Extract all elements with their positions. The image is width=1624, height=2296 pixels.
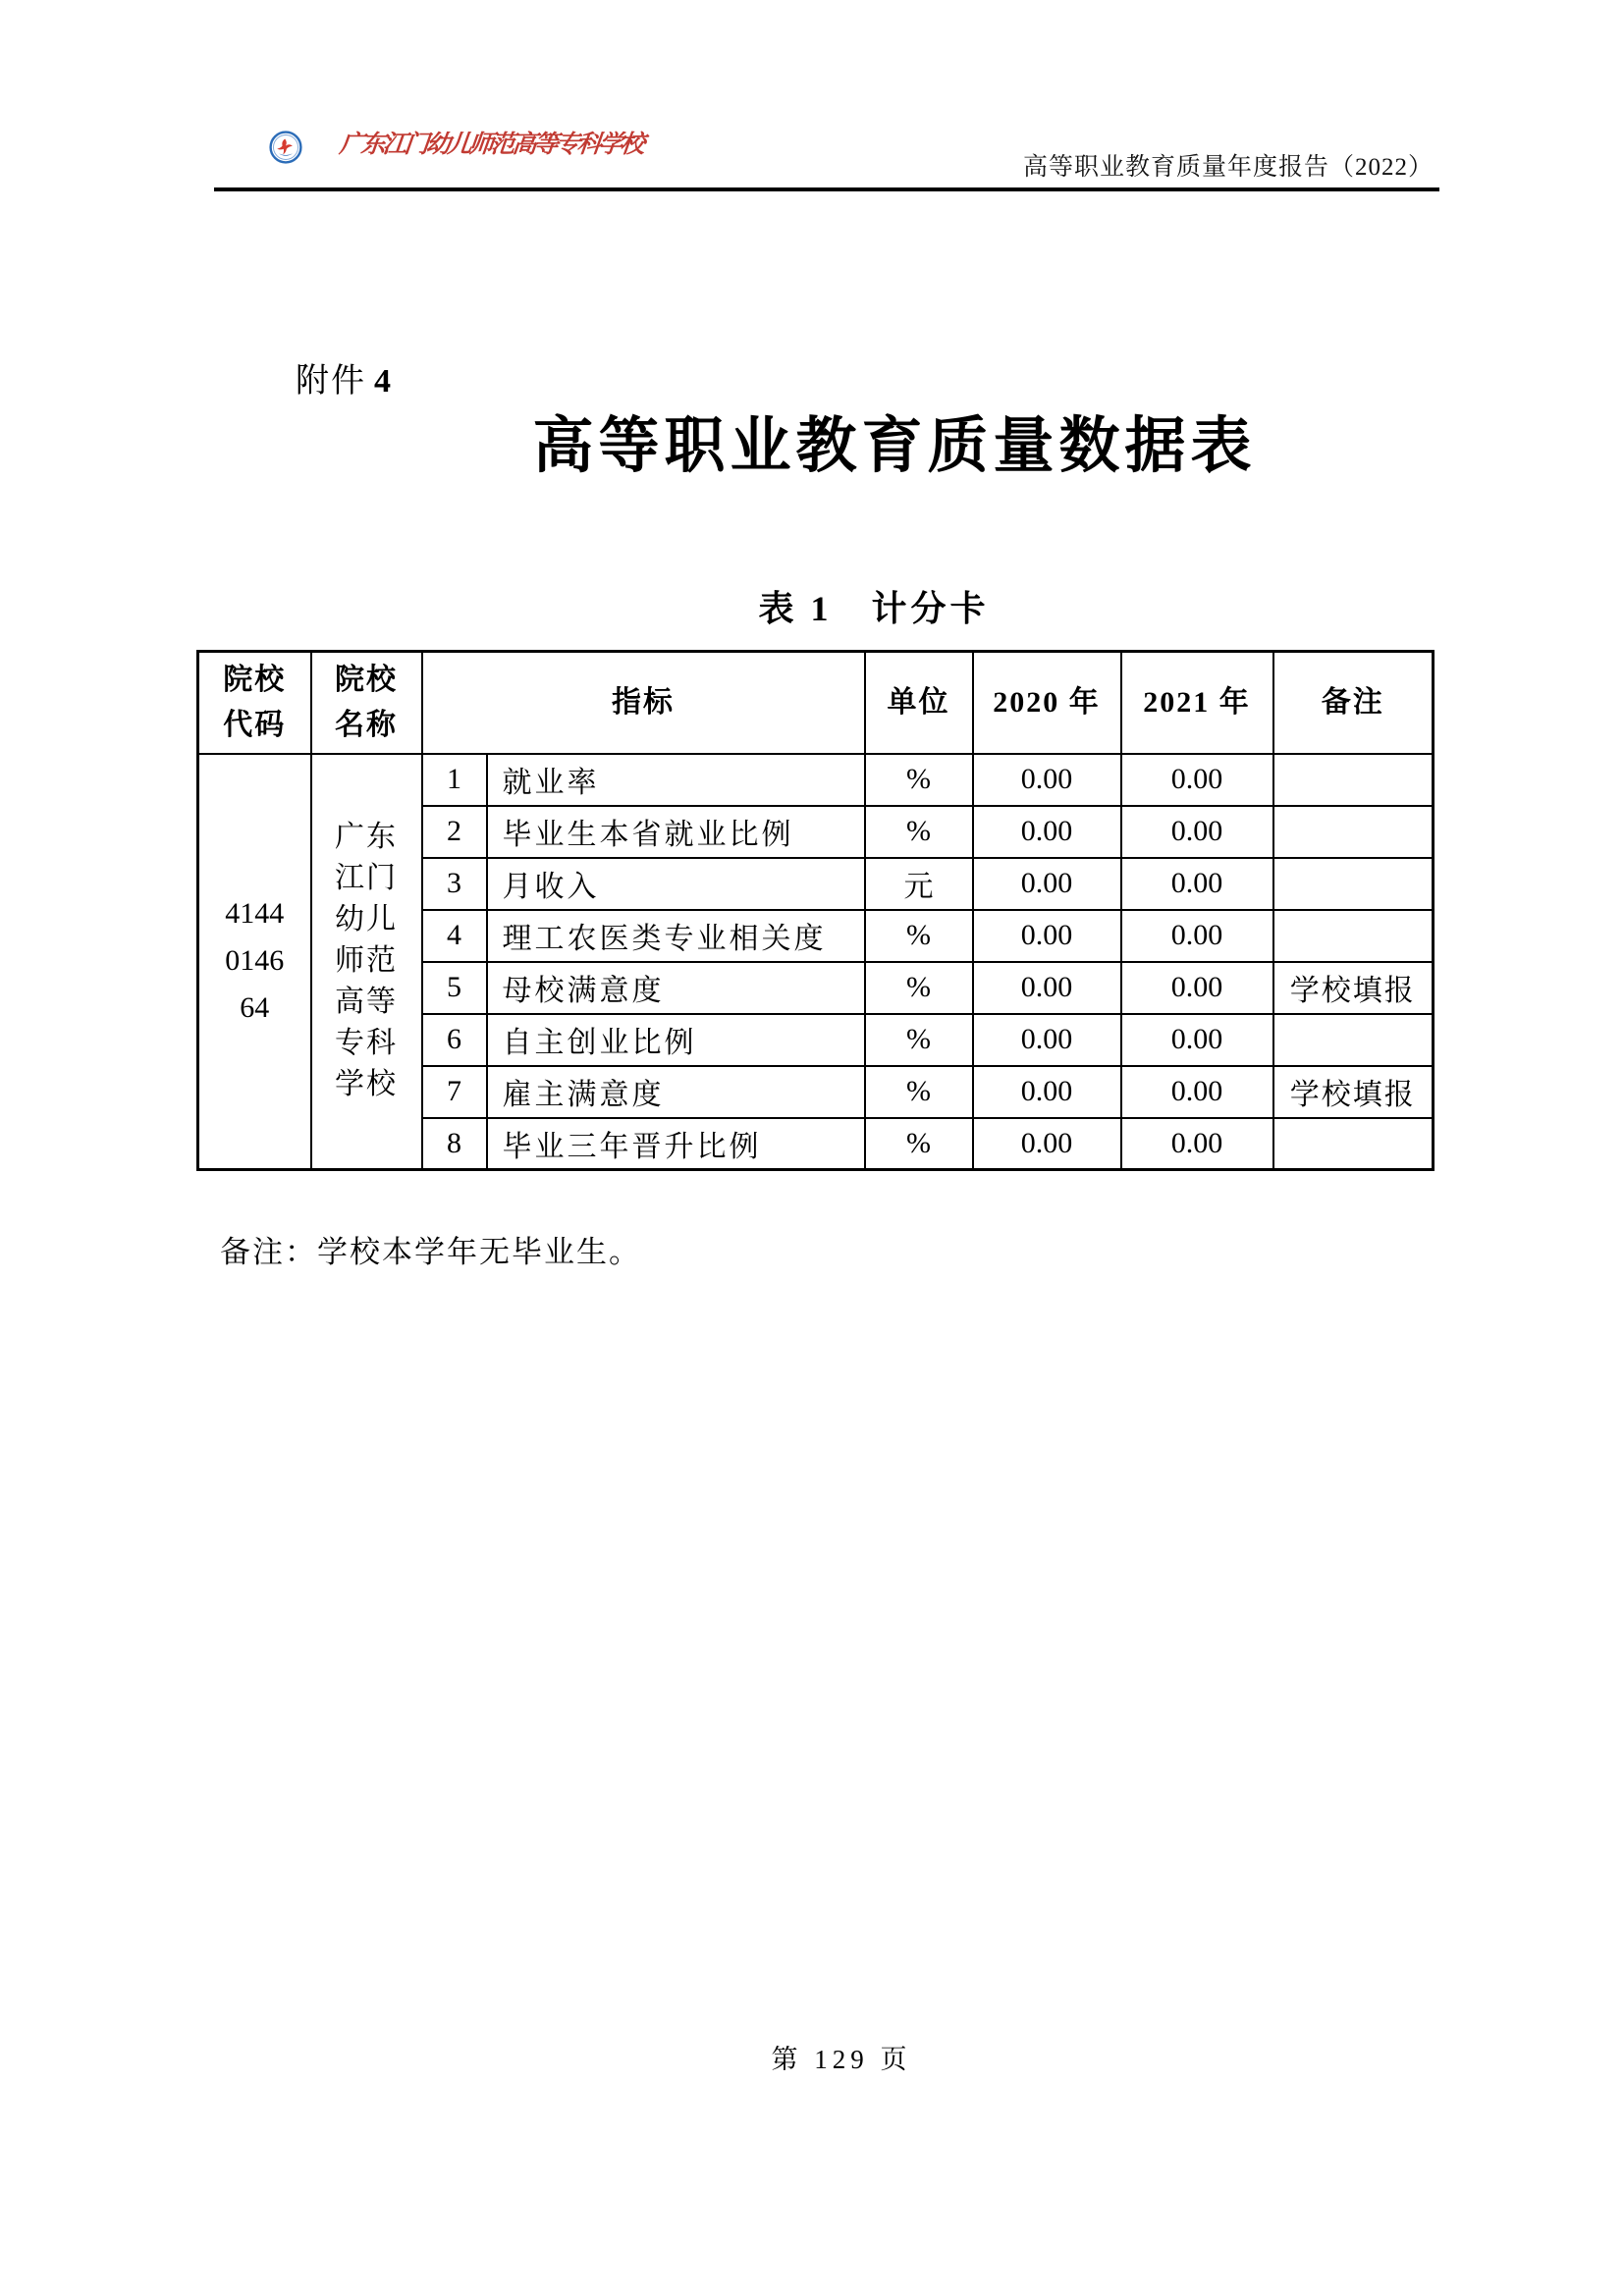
indicator-name: 理工农医类专业相关度	[487, 910, 865, 962]
value-2020: 0.00	[973, 962, 1121, 1014]
header-divider-line	[214, 187, 1439, 191]
row-number: 8	[422, 1118, 487, 1170]
value-2020: 0.00	[973, 858, 1121, 910]
row-number: 7	[422, 1066, 487, 1118]
unit-value: 元	[865, 858, 973, 910]
report-title: 高等职业教育质量年度报告（2022）	[1022, 154, 1434, 181]
value-2020: 0.00	[973, 806, 1121, 858]
attachment-word: 附件	[296, 363, 366, 400]
college-name-part: 高等	[335, 986, 398, 1019]
college-code-part: 64	[240, 991, 270, 1025]
college-name-part: 广东	[335, 821, 398, 854]
unit-value: %	[865, 1118, 973, 1170]
value-2020: 0.00	[973, 1014, 1121, 1066]
attachment-label	[296, 353, 393, 401]
page-title: 高等职业教育质量数据表	[532, 412, 1257, 480]
indicator-name: 毕业生本省就业比例	[487, 806, 865, 858]
college-name-part: 幼儿	[335, 903, 398, 936]
college-code-line1: 院校	[223, 663, 287, 696]
school-name-calligraphy: 广东江门幼儿师范高等专科学校	[338, 132, 644, 158]
college-code-line2: 代码	[223, 708, 287, 741]
remark-value	[1273, 1014, 1434, 1066]
college-name-part: 专科	[335, 1027, 398, 1060]
attachment-number: 4	[374, 363, 393, 400]
remark-value: 学校填报	[1273, 962, 1434, 1014]
row-number: 6	[422, 1014, 487, 1066]
value-2021: 0.00	[1121, 754, 1273, 806]
indicator-name: 自主创业比例	[487, 1014, 865, 1066]
college-name-line1: 院校	[335, 663, 398, 696]
college-code-part: 0146	[225, 944, 285, 978]
value-2020: 0.00	[973, 754, 1121, 806]
indicator-name: 就业率	[487, 754, 865, 806]
value-2021: 0.00	[1121, 962, 1273, 1014]
table-row	[198, 754, 1434, 806]
value-2021: 0.00	[1121, 806, 1273, 858]
value-2020: 0.00	[973, 1118, 1121, 1170]
page-number: 第 129 页	[771, 2045, 912, 2074]
table-header-row	[198, 652, 1434, 754]
unit-value: %	[865, 1014, 973, 1066]
value-2021: 0.00	[1121, 1066, 1273, 1118]
value-2021: 0.00	[1121, 858, 1273, 910]
col-header-unit: 单位	[865, 652, 973, 754]
col-header-college-name	[311, 652, 422, 754]
school-badge-icon	[269, 131, 302, 164]
college-name-cell	[311, 754, 422, 1170]
col-header-2021: 2021 年	[1121, 652, 1273, 754]
table-caption: 表 1 计分卡	[758, 589, 990, 628]
value-2020: 0.00	[973, 1066, 1121, 1118]
row-number: 1	[422, 754, 487, 806]
remark-value	[1273, 910, 1434, 962]
value-2021: 0.00	[1121, 1118, 1273, 1170]
col-header-remark: 备注	[1273, 652, 1434, 754]
row-number: 5	[422, 962, 487, 1014]
college-code-part: 4144	[225, 897, 285, 931]
value-2020: 0.00	[973, 910, 1121, 962]
unit-value: %	[865, 806, 973, 858]
indicator-name: 母校满意度	[487, 962, 865, 1014]
college-name-part: 师范	[335, 944, 398, 978]
college-name-part: 学校	[335, 1068, 398, 1101]
indicator-name: 毕业三年晋升比例	[487, 1118, 865, 1170]
row-number: 2	[422, 806, 487, 858]
unit-value: %	[865, 754, 973, 806]
indicator-name: 雇主满意度	[487, 1066, 865, 1118]
value-2021: 0.00	[1121, 910, 1273, 962]
remark-value	[1273, 806, 1434, 858]
remark-value: 学校填报	[1273, 1066, 1434, 1118]
college-name-part: 江门	[335, 862, 398, 895]
college-code-cell	[198, 754, 311, 1170]
remark-value	[1273, 1118, 1434, 1170]
remark-value	[1273, 858, 1434, 910]
remark-value	[1273, 754, 1434, 806]
col-header-college-code	[198, 652, 311, 754]
row-number: 4	[422, 910, 487, 962]
col-header-indicator: 指标	[422, 652, 865, 754]
value-2021: 0.00	[1121, 1014, 1273, 1066]
row-number: 3	[422, 858, 487, 910]
indicator-name: 月收入	[487, 858, 865, 910]
unit-value: %	[865, 1066, 973, 1118]
footnote: 备注：学校本学年无毕业生。	[220, 1235, 641, 1269]
unit-value: %	[865, 910, 973, 962]
scorecard-table	[196, 650, 1435, 1171]
col-header-2020: 2020 年	[973, 652, 1121, 754]
unit-value: %	[865, 962, 973, 1014]
college-name-line2: 名称	[335, 708, 398, 741]
